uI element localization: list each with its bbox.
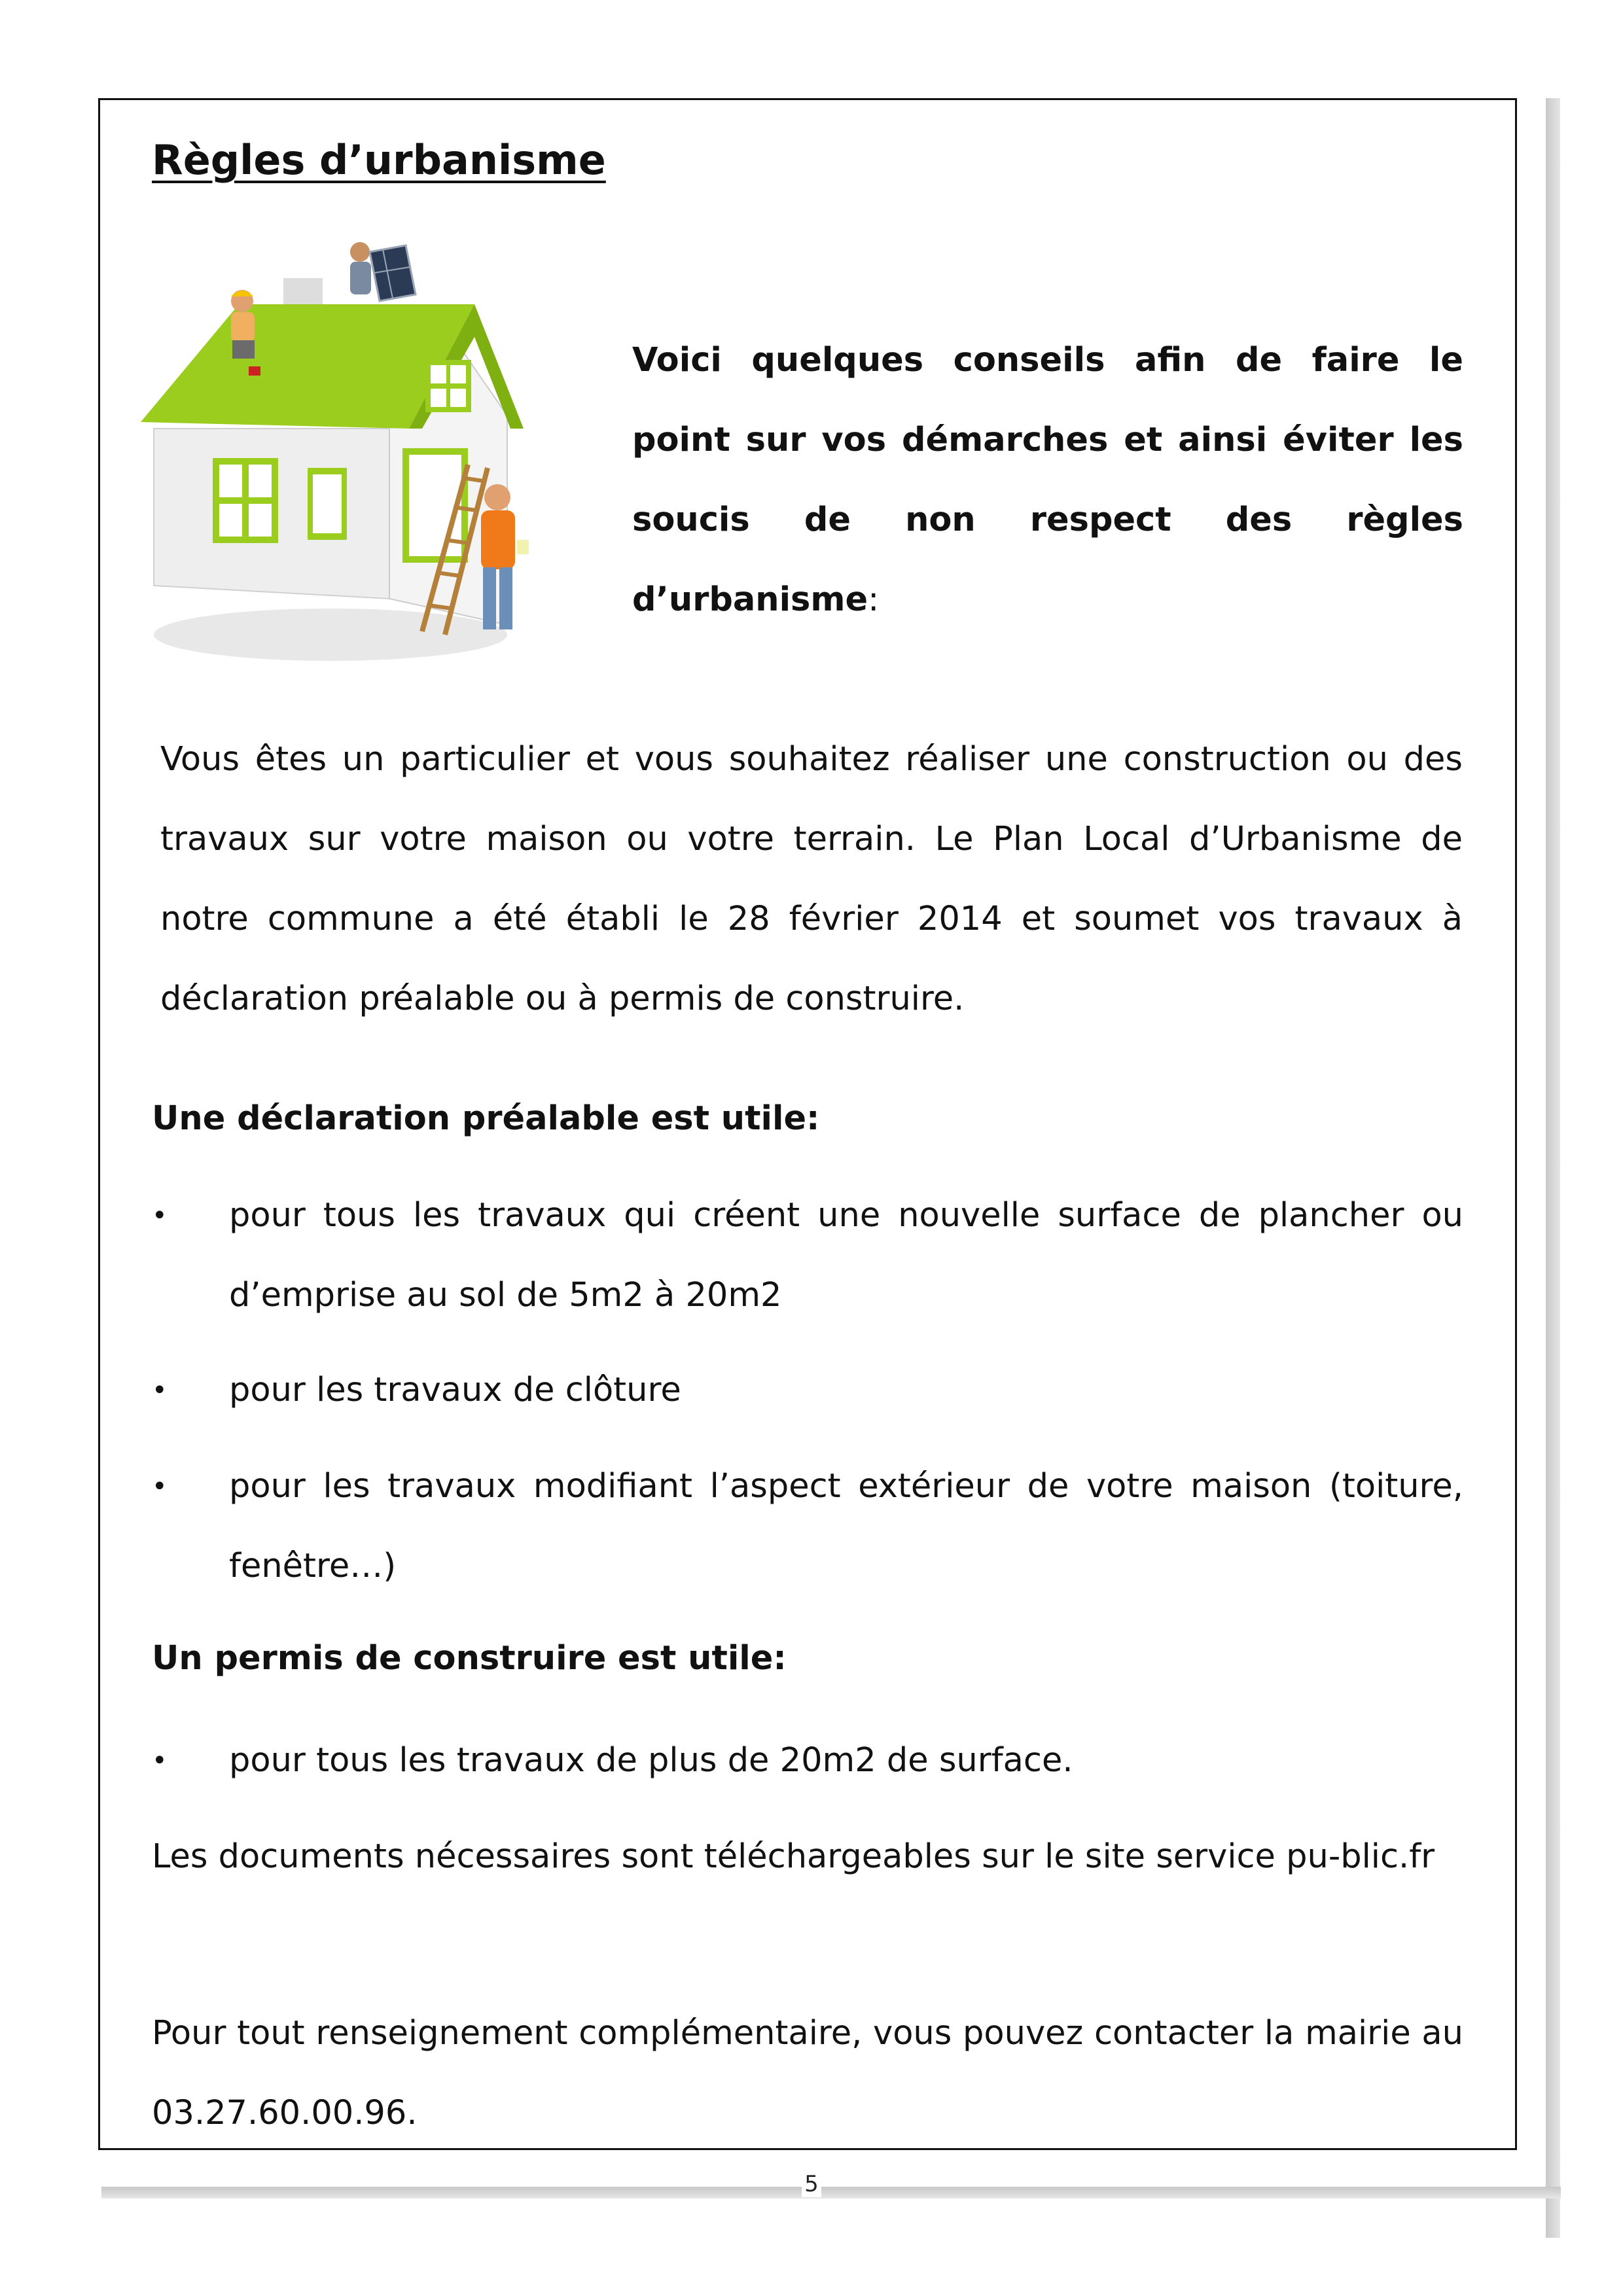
page-title: Règles d’urbanisme — [152, 136, 606, 184]
intro-text — [632, 321, 1463, 640]
bullet-icon: • — [152, 1472, 168, 1502]
declaration-item-text: pour les travaux de clôture — [229, 1371, 681, 1409]
permis-item-text: pour tous les travaux de plus de 20m2 de surface. — [229, 1741, 1073, 1780]
bullet-icon: • — [152, 1746, 168, 1776]
declaration-item-text: pour les travaux modifiant l’aspect extérieur de votre maison (toiture, fenêtre…) — [229, 1467, 1463, 1585]
house-with-workers-illustration — [134, 232, 540, 684]
page-shadow-bottom — [101, 2187, 1561, 2199]
declaration-item-text: pour tous les travaux qui créent une nouvelle surface de plancher ou d’emprise au sol de 5m2 à 20m2 — [229, 1196, 1463, 1315]
page-shadow-right — [1546, 98, 1560, 2238]
documents-paragraph: Les documents nécessaires sont téléchargeables sur le site service pu-blic.fr — [152, 1837, 1435, 1876]
bullet-icon: • — [152, 1201, 168, 1231]
intro-colon: : — [868, 580, 880, 619]
permis-heading: Un permis de construire est utile: — [152, 1639, 787, 1678]
declaration-heading: Une déclaration préalable est utile: — [152, 1099, 820, 1138]
bullet-icon: • — [152, 1375, 168, 1405]
intro-paragraph: Vous êtes un particulier et vous souhaitez réaliser une construction ou des travaux sur votre maison ou votre terrain. Le Plan Local d’Urbanisme de notre commune a été établi le 28 février 2014 et soumet vos travaux à déclaration préalable ou à permis de construire. — [160, 740, 1463, 1018]
intro-text-body: Voici quelques conseils afin de faire le point sur vos démarches et ainsi éviter les soucis de non respect des règles d’urbanisme — [632, 341, 1463, 619]
contact-paragraph: Pour tout renseignement complémentaire, vous pouvez contacter la mairie au 03.27.60.00.96. — [152, 2014, 1463, 2132]
page-number: 5 — [802, 2171, 821, 2197]
